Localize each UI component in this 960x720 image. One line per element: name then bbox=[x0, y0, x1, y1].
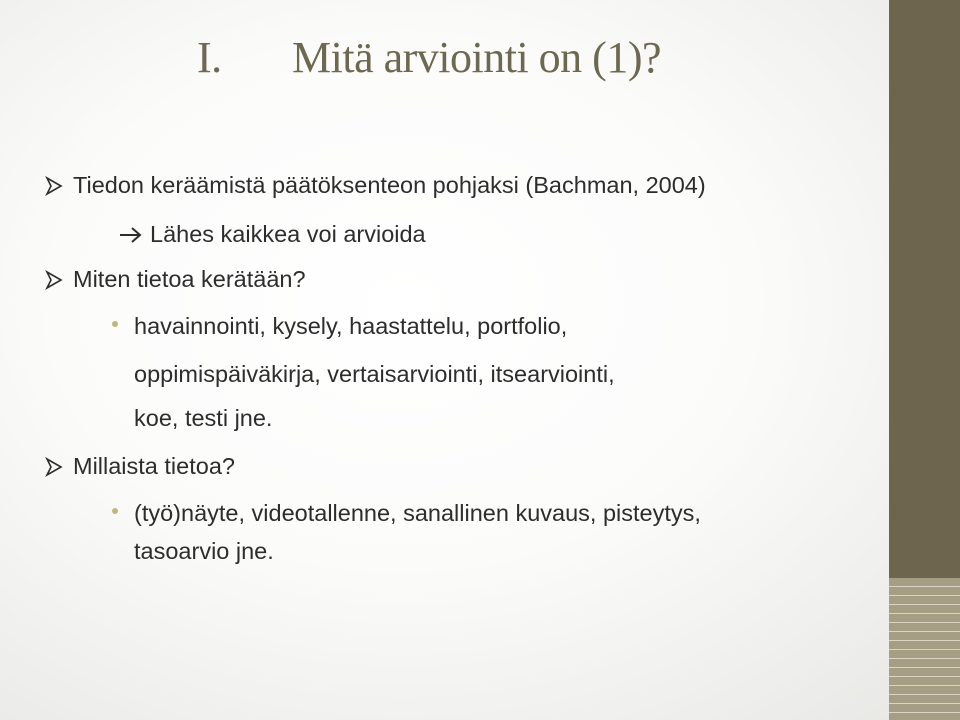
side-bar-stripe bbox=[889, 613, 960, 614]
side-bar-stripe bbox=[889, 712, 960, 713]
side-bar-stripe bbox=[889, 649, 960, 650]
arrowhead-bullet-icon bbox=[44, 176, 64, 196]
arrowhead-bullet-icon bbox=[44, 270, 64, 290]
side-bar-stripe bbox=[889, 622, 960, 623]
side-bar-stripe bbox=[889, 703, 960, 704]
side-bar-stripe bbox=[889, 685, 960, 686]
title-text: Mitä arviointi on (1)? bbox=[292, 33, 662, 82]
side-bar-stripe bbox=[889, 676, 960, 677]
side-bar-stripe bbox=[889, 658, 960, 659]
side-bar-stripe bbox=[889, 640, 960, 641]
slide-title bbox=[197, 32, 661, 92]
side-bar-dark bbox=[889, 0, 960, 578]
list-item: Miten tietoa kerätään? bbox=[73, 266, 306, 292]
side-bar-stripe bbox=[889, 595, 960, 596]
list-item: Tiedon keräämistä päätöksenteon pohjaksi (Bachman, 2004) bbox=[73, 172, 706, 198]
right-arrow-icon bbox=[118, 225, 144, 245]
dot-bullet-icon bbox=[112, 508, 118, 514]
title-number: I. bbox=[197, 33, 222, 82]
list-item: tasoarvio jne. bbox=[134, 538, 274, 564]
list-item: Millaista tietoa? bbox=[73, 453, 235, 479]
dot-bullet-icon bbox=[112, 321, 118, 327]
side-bar-stripe bbox=[889, 586, 960, 587]
list-item: koe, testi jne. bbox=[134, 405, 273, 431]
arrowhead-bullet-icon bbox=[44, 457, 64, 477]
list-item: havainnointi, kysely, haastattelu, portfolio, bbox=[134, 313, 568, 339]
side-bar-stripe bbox=[889, 694, 960, 695]
side-bar-stripe bbox=[889, 631, 960, 632]
list-item: Lähes kaikkea voi arvioida bbox=[150, 221, 426, 247]
side-bar-stripe bbox=[889, 667, 960, 668]
list-item: (työ)näyte, videotallenne, sanallinen kuvaus, pisteytys, bbox=[134, 500, 701, 526]
list-item: oppimispäiväkirja, vertaisarviointi, itsearviointi, bbox=[134, 361, 615, 387]
side-bar-stripe bbox=[889, 604, 960, 605]
